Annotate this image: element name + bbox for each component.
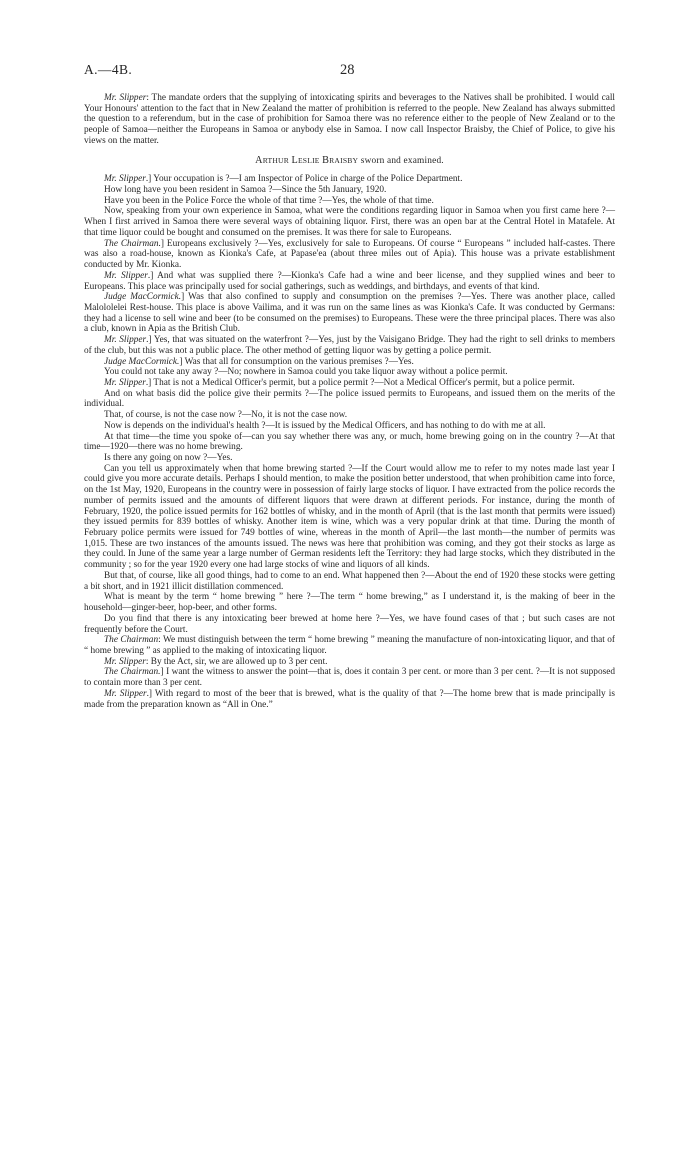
paragraph: You could not take any away ?—No; nowhere in Samoa could you take liquor away without a police permit. xyxy=(104,367,508,378)
page-number: 28 xyxy=(340,62,355,78)
paragraph: Now is depends on the individual's health ?—It is issued by the Medical Officers, and has nothing to do with me at all. xyxy=(104,420,546,431)
paragraph: Mr. Slipper.] And what was supplied there ?—Kionka's Cafe had a wine and beer license, and they supplied wines and beer to Europeans. This place was principally used for social gatherings, such as weddings, and birthdays, and events of that kind. xyxy=(84,270,615,292)
paragraph: Mr. Slipper: By the Act, sir, we are allowed up to 3 per cent. xyxy=(104,656,328,667)
paragraph: Mr. Slipper.] With regard to most of the beer that is brewed, what is the quality of that ?—The home brew that is made principally is made from the preparation known as “All in One.” xyxy=(84,688,615,710)
paragraph: Judge MacCormick.] Was that also confined to supply and consumption on the premises ?—Yes. There was another place, called Malololelei Rest-house. This place is above Vailima, and it was run on the same lines as was Kionka's Cafe. It was conducted by Germans: they had a license to sell wine and beer (to be consumed on the premises) to Europeans. These were the three principal places. There was also a club, known in Apia as the British Club. xyxy=(84,292,615,335)
paragraph: What is meant by the term “ home brewing ” here ?—The term “ home brewing,” as I understand it, is the making of beer in the household—ginger-beer, hop-beer, and other forms. xyxy=(84,592,615,614)
paragraph: Now, speaking from your own experience in Samoa, what were the conditions regarding liquor in Samoa when you first came here ?—When I first arrived in Samoa there were several ways of obtaining liquor. First, there was an open bar at the Central Hotel in Matafele. At that time liquor could be bought and consumed on the premises. It was there for sale to Europeans. xyxy=(84,206,615,238)
witness-heading: ARTHUR LESLIE BRAISBY sworn and examined. xyxy=(255,154,444,166)
paragraph: Have you been in the Police Force the whole of that time ?—Yes, the whole of that time. xyxy=(104,195,434,206)
paragraph: Do you find that there is any intoxicating beer brewed at home here ?—Yes, we have found cases of that ; but such cases are not frequently before the Court. xyxy=(84,613,615,635)
paragraph: Mr. Slipper.] Your occupation is ?—I am Inspector of Police in charge of the Police Department. xyxy=(104,174,463,185)
paragraph: Mr. Slipper.] That is not a Medical Officer's permit, but a police permit ?—Not a Medical Officer's permit, but a police permit. xyxy=(104,377,575,388)
speaker-name: Judge MacCormick. xyxy=(104,292,182,303)
paragraph: The Chairman.] I want the witness to answer the point—that is, does it contain 3 per cent. or more than 3 per cent. ?—It is not supposed to contain more than 3 per cent. xyxy=(84,667,615,689)
speaker-name: Judge MacCormick. xyxy=(104,356,180,367)
paragraph: The Chairman: We must distinguish between the term “ home brewing ” meaning the manufacture of non-intoxicating liquor, and that of “ home brewing ” as applied to the making of intoxicating liquor. xyxy=(84,635,616,656)
speaker-name: Mr. Slipper xyxy=(104,270,148,281)
paragraph: How long have you been resident in Samoa ?—Since the 5th January, 1920. xyxy=(104,185,387,196)
parliamentary-paper-code: A.—4B. xyxy=(84,62,133,77)
paragraph: That, of course, is not the case now ?—No, it is not the case now. xyxy=(104,410,348,421)
paragraph: But that, of course, like all good things, had to come to an end. What happened then ?—About the end of 1920 these stocks were getting a bit short, and in 1921 illicit distillation commenced. xyxy=(84,570,615,592)
paragraph: Mr. Slipper.] Yes, that was situated on the waterfront ?—Yes, just by the Vaisigano Bridge. They had the right to sell drinks to members of the club, but this was not a public place. The other method of getting liquor was by getting a police permit. xyxy=(84,335,615,356)
paragraph: And on what basis did the police give their permits ?—The police issued permits to Europeans, and issued them on the merits of the individual. xyxy=(84,388,615,410)
speaker-name: The Chairman. xyxy=(104,238,161,249)
speaker-name: Mr. Slipper xyxy=(104,174,146,185)
speaker-name: Mr. Slipper xyxy=(104,688,147,699)
paragraph: At that time—the time you spoke of—can you say whether there was any, or much, home brewing going on in the country ?—At that time—1920—there was no home brewing. xyxy=(84,431,615,453)
speaker-name: Mr. Slipper xyxy=(104,656,146,667)
speaker-name: Mr. Slipper xyxy=(104,93,147,103)
paragraph: The Chairman.] Europeans exclusively ?—Yes, exclusively for sale to Europeans. Of course “ Europeans ” included half-castes. There was also a road-house, known as Kionka's Cafe, at Papase'ea (about three miles out of Apia). This house was a private establishment conducted by Mr. Kionka. xyxy=(84,238,615,271)
document-body xyxy=(84,93,615,710)
speaker-name: The Chairman. xyxy=(104,667,161,678)
speaker-name: Mr. Slipper xyxy=(104,377,146,388)
paragraph: Is there any going on now ?—Yes. xyxy=(104,453,233,463)
page-header xyxy=(84,62,614,78)
speaker-name: The Chairman xyxy=(104,635,159,646)
paragraph: Can you tell us approximately when that home brewing started ?—If the Court would allow me to refer to my notes made last year I could give you more accurate details. Perhaps I should mention, to make the position better understood, that when prohibition came into force, on the 1st May, 1920, Europeans in the country were in possession of fairly large stocks of liquor. I have extracted from the police records the number of permits issued and the amounts of different liquors that were drawn at different periods. For instance, during the month of February, 1920, the police issued permits for 162 bottles of whisky, and in the month of April (that is the last month that permits were issued) they issued permits for 839 bottles of whisky. Another item is wine, which was a very popular drink at that time. During the month of February police permits were issued for 749 bottles of wine, whereas in the month of April—the last month—the number of permits was 1,015. These are two instances of the amounts issued. The news was here that prohibition was coming, and they got their stocks as large as they could. In June of the same year a large number of German residents left the Territory: they had large stocks, which they distributed in the community ; so for the year 1920 every one had large stocks of wine and liquors of all kinds. xyxy=(84,463,615,571)
speaker-name: Mr. Slipper xyxy=(104,335,147,346)
paragraph: Judge MacCormick.] Was that all for consumption on the various premises ?—Yes. xyxy=(104,356,414,367)
paragraph: Mr. Slipper: The mandate orders that the supplying of intoxicating spirits and beverages to the Natives shall be prohibited. I would call Your Honours' attention to the fact that in New Zealand the matter of prohibition is referred to the people. New Zealand has always submitted the question to a referendum, but in the case of prohibition for Samoa there was no reference either to the people of New Zealand or to the people of Samoa—neither the Europeans in Samoa or anybody else in Samoa. I now call Inspector Braisby, the Chief of Police, to give his views on the matter. xyxy=(84,93,616,146)
